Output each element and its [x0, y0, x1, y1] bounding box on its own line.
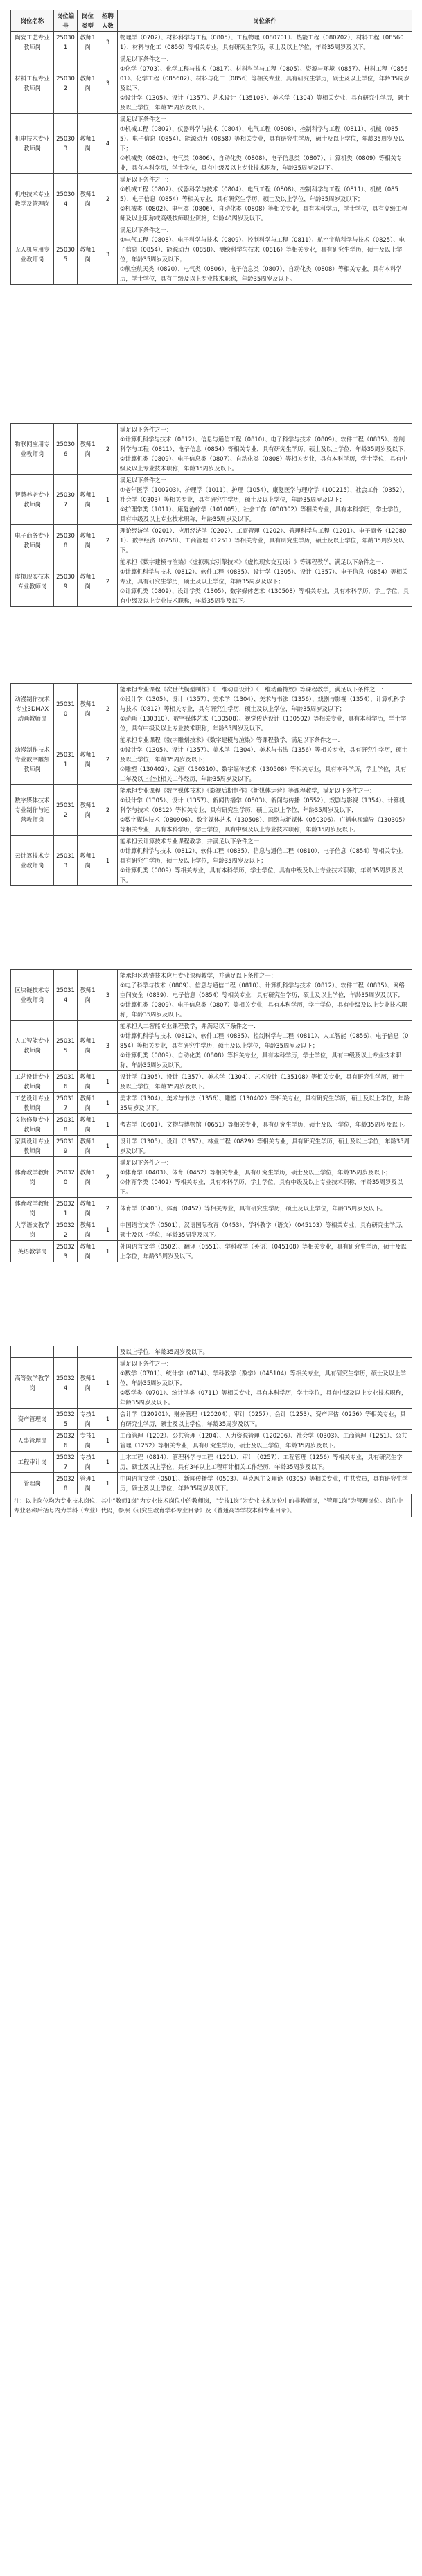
table-row [11, 1219, 412, 1241]
table-row [11, 836, 412, 886]
table-row [11, 1430, 412, 1452]
condition-line: ①计算机科学与技术（0812）、软件工程（0835）、信息与通信工程（0810）、电子信息（0854）等相关专业，具有研究生学历，硕士及以上学位，年龄35周岁及以下； [120, 847, 408, 864]
table-row [11, 1136, 412, 1157]
post-conditions-cell [118, 1241, 412, 1262]
post-category-cell: 教师1岗 [78, 1358, 98, 1409]
post-name-cell: 虚拟现实技术专业教师岗 [11, 556, 54, 607]
post-count-cell: 3 [98, 1021, 118, 1071]
post-category-cell: 教师1岗 [78, 1093, 98, 1114]
post-code-cell: 250319 [54, 1136, 78, 1157]
post-code-cell: 250313 [54, 836, 78, 886]
post-count-cell: 1 [98, 1409, 118, 1430]
post-count-cell: 1 [98, 1071, 118, 1093]
post-code-cell: 250314 [54, 970, 78, 1021]
post-conditions-cell [118, 785, 412, 836]
condition-line: 满足以下条件之一： [120, 1360, 173, 1367]
post-count-cell: 1 [98, 1430, 118, 1452]
post-name-cell: 高等数学教学岗 [11, 1358, 54, 1409]
post-category-cell: 教师1岗 [78, 32, 98, 53]
post-category-cell: 教师1岗 [78, 1136, 98, 1157]
condition-line: 外国语言文学（0502）、翻译（0551）、学科教学（英语）（045108）等相关专业，具有研究生学历，硕士及以上学位，年龄35周岁及以下。 [120, 1243, 407, 1260]
table-row [11, 556, 412, 607]
condition-line: 满足以下条件之一： [120, 1159, 173, 1166]
post-count-cell: 2 [98, 556, 118, 607]
condition-line: ②计算机类（0809）、电子信息类（0807）、自动化类（0808）等相关专业，具有本科学历，学士学位，具有中级及以上专业技术职称，年龄35周岁及以下。 [120, 455, 407, 472]
post-count-cell: 1 [98, 1241, 118, 1262]
post-name-cell: 管理岗 [11, 1473, 54, 1494]
post-code-cell: 250302 [54, 53, 78, 114]
post-category-cell: 教师1岗 [78, 1021, 98, 1071]
table-row [11, 1093, 412, 1114]
table-row [11, 1358, 412, 1409]
condition-line: ②雕塑（130402）、动画（130310）、数字媒体艺术（130508）等相关专业，具有本科学历，学士学位，具有二年及以上企业相关工作经历，年龄35周岁及以下。 [120, 766, 407, 782]
condition-line: ②航空航天类（0820）、电气类（0806）、电子信息类（0807）、自动化类（0808）等相关专业，具有本科学历，学士学位，具有中级及以上专业技术职称，年龄35周岁及以下。 [120, 265, 402, 282]
condition-line: 美术学（1304）、美术与书法（1356）、雕塑（130402）等相关专业，具有研究生学历，硕士及以上学位，年龄35周岁及以下。 [120, 1095, 410, 1111]
condition-line: ①体育学（0403）、体育（0452）等相关专业，具有研究生学历，硕士及以上学位，年龄35周岁及以下； [120, 1169, 392, 1176]
post-name-cell: 智慧养老专业教师岗 [11, 475, 54, 525]
table-row [11, 785, 412, 836]
post-category-cell: 教师1岗 [78, 734, 98, 785]
post-code-cell: 250305 [54, 224, 78, 285]
table-group-1 [10, 10, 412, 285]
post-conditions-cell [118, 1430, 412, 1452]
post-conditions-cell [118, 1071, 412, 1093]
spacer [0, 1262, 422, 1346]
post-code-cell: 250318 [54, 1114, 78, 1136]
table-row [11, 475, 412, 525]
post-count-cell: 3 [98, 224, 118, 285]
post-code-cell: 250316 [54, 1071, 78, 1093]
post-count-cell: 2 [98, 1157, 118, 1198]
post-category-cell: 管理1岗 [78, 1473, 98, 1494]
table-row [11, 1409, 412, 1430]
post-code-cell: 250317 [54, 1093, 78, 1114]
post-count-cell: 2 [98, 525, 118, 556]
condition-line: 满足以下条件之一： [120, 55, 173, 62]
post-count-cell: 1 [98, 1136, 118, 1157]
table-group-4 [10, 969, 412, 1262]
condition-line: ①设计学（1305）、设计（1357）、美术学（1304）、美术与书法（1356）等相关专业，具有研究生学历，硕士及以上学位，年龄35周岁及以下； [120, 746, 408, 763]
table-row [11, 684, 412, 734]
post-code-cell [54, 1346, 78, 1358]
post-category-cell: 专技1岗 [78, 1452, 98, 1473]
post-name-cell: 动漫制作技术专业数字雕刻教师岗 [11, 734, 54, 785]
post-category-cell: 教师1岗 [78, 1241, 98, 1262]
table-row [11, 424, 412, 475]
post-name-cell: 机电技术专业教学及管理岗 [11, 174, 54, 224]
post-name-cell: 陶瓷工艺专业教师岗 [11, 32, 54, 53]
post-count-cell: 2 [98, 684, 118, 734]
post-category-cell: 教师1岗 [78, 525, 98, 556]
post-conditions-cell [118, 556, 412, 607]
post-name-cell: 无人机应用专业教师岗 [11, 224, 54, 285]
table-row [11, 1071, 412, 1093]
condition-line: ①计算机科学与技术（0812）、软件工程（0835）、设计学（1305）、设计（1357）、电子信息（0854）等相关专业，具有研究生学历，硕士及以上学位，年龄35周岁及以下； [120, 568, 408, 585]
post-conditions-cell [118, 53, 412, 114]
post-code-cell: 250325 [54, 1409, 78, 1430]
condition-line: ①化学（0703）、化学工程与技术（0817）、材料科学与工程（0805）、资源与环境（0857）、材料工程（085601）、化学工程（085602）、材料与化工（0856）等相关专业，具有研究生学历，硕士及以上学位，年龄35周岁及以下； [120, 65, 410, 91]
post-conditions-cell [118, 525, 412, 556]
condition-line: 能承担专业课程《数字雕刻技术》《数字建模与渲染》等课程教学，满足以下条件之一： [120, 736, 344, 743]
table-row [11, 1473, 412, 1494]
condition-line: ②数学类（0701）、统计学类（0711）等相关专业，具有本科学历，学士学位，具有中级及以上专业技术职称，年龄35周岁及以下。 [120, 1389, 407, 1406]
header-category: 岗位类型 [78, 10, 98, 32]
condition-line: 中国语言文学（0501）、汉语国际教育（0453）、学科教学（语文）（045103）等相关专业，具有研究生学历，硕士及以上学位，年龄35周岁及以下。 [120, 1221, 407, 1238]
post-name-cell: 大学语文教学岗 [11, 1219, 54, 1241]
post-code-cell: 250323 [54, 1241, 78, 1262]
condition-line: 能承担区块链技术应用专业课程教学，并满足以下条件之一： [120, 972, 277, 979]
post-name-cell: 材料工程专业教师岗 [11, 53, 54, 114]
post-name-cell: 家具设计专业教师岗 [11, 1136, 54, 1157]
condition-line: ②数字媒体技术（080906）、数字媒体艺术（130508）、网络与新媒体（050306）、广播电视编导（130305）等相关专业，具有本科学历，学士学位，具有中级及以上专业技术职称，年龄35周岁及以下。 [120, 816, 408, 833]
post-code-cell: 250308 [54, 525, 78, 556]
footnote: 注：以上岗位均为专业技术岗位，其中“教师1岗”为专业技术岗位中的教师岗，“专技1岗”为专业技术岗位中的非教师岗，“管理1岗”为管理岗位。岗位中专业名称后括号内为学科（专业）代码，参照《研究生教育学科专业目录》及《普通高等学校本科专业目录》。 [10, 1494, 412, 1517]
post-name-cell: 物联网应用专业教师岗 [11, 424, 54, 475]
post-code-cell: 250304 [54, 174, 78, 224]
post-count-cell: 1 [98, 1473, 118, 1494]
post-name-cell: 云计算技术专业教师岗 [11, 836, 54, 886]
post-count-cell: 1 [98, 836, 118, 886]
post-name-cell: 英语教学岗 [11, 1241, 54, 1262]
table-row [11, 1114, 412, 1136]
condition-line: ②护理学类（1011）、康复治疗学（101005）、社会工作（030302）等相关专业，具有本科学历，学士学位，具有中级及以上专业技术职称，年龄35周岁及以下。 [120, 506, 405, 522]
post-conditions-cell [118, 970, 412, 1021]
post-count-cell: 3 [98, 970, 118, 1021]
header-name: 岗位名称 [11, 10, 54, 32]
condition-line: 满足以下条件之一： [120, 477, 173, 484]
post-code-cell: 250321 [54, 1198, 78, 1219]
post-name-cell: 体育教学教师岗 [11, 1198, 54, 1219]
post-conditions-cell [118, 114, 412, 174]
post-conditions-cell [118, 1346, 412, 1358]
post-category-cell: 教师1岗 [78, 1071, 98, 1093]
condition-line: ①老年医学（100203）、护理学（1011）、护理（1054）、康复医学与理疗学（100215）、社会工作（0352）、社会学（0303）等相关专业，具有研究生学历，硕士及以上学位，年龄35周岁及以下； [120, 486, 408, 503]
condition-line: ①电子科学与技术（0809）、信息与通信工程（0810）、计算机科学与技术（0812）、软件工程（0835）、网络空间安全（0839）、电子信息（0854）等相关专业，具有研究生学历，硕士及以上学位，年龄35周岁及以下； [120, 982, 405, 998]
post-category-cell: 教师1岗 [78, 1114, 98, 1136]
post-conditions-cell [118, 475, 412, 525]
post-category-cell: 教师1岗 [78, 785, 98, 836]
post-count-cell [98, 1346, 118, 1358]
post-code-cell: 250311 [54, 734, 78, 785]
post-count-cell: 1 [98, 1093, 118, 1114]
post-conditions-cell [118, 1358, 412, 1409]
post-name-cell: 人工智能专业教师岗 [11, 1021, 54, 1071]
table-row [11, 1198, 412, 1219]
table-row [11, 1452, 412, 1473]
post-name-cell: 机电技术专业教师岗 [11, 114, 54, 174]
condition-line: ①设计学（1305）、设计（1357）、美术学（1304）、美术与书法（1356）、戏剧与影视（1354）、计算机科学与技术（0812）等相关专业，具有研究生学历，硕士及以上学位，年龄35周岁及以下； [120, 696, 405, 712]
post-conditions-cell [118, 32, 412, 53]
table-row [11, 32, 412, 53]
post-code-cell: 250306 [54, 424, 78, 475]
post-code-cell: 250312 [54, 785, 78, 836]
table-row [11, 1157, 412, 1198]
post-conditions-cell [118, 1114, 412, 1136]
post-name-cell: 数字媒体技术专业制作与运营教师岗 [11, 785, 54, 836]
post-conditions-cell [118, 174, 412, 224]
post-name-cell: 人事管理岗 [11, 1430, 54, 1452]
header-conditions: 岗位条件 [118, 10, 412, 32]
post-conditions-cell [118, 1136, 412, 1157]
condition-line: 满足以下条件之一： [120, 426, 173, 433]
post-name-cell: 工艺设计专业教师岗 [11, 1093, 54, 1114]
post-conditions-cell [118, 1409, 412, 1430]
table-row [11, 1021, 412, 1071]
post-conditions-cell [118, 734, 412, 785]
condition-line: ①机械工程（0802）、仪器科学与技术（0804）、电气工程（0808）、控制科学与工程（0811）、机械（0855）、电子信息（0854）、能源动力（0858）等相关专业，具有研究生学历，硕士及以上学位，年龄35周岁及以下； [120, 125, 405, 152]
table-group-5 [10, 1346, 412, 1494]
post-category-cell: 教师1岗 [78, 556, 98, 607]
condition-line: 体育学（0403）、体育（0452）等相关专业，具有研究生学历，硕士及以上学位，年龄35周岁及以下。 [120, 1205, 387, 1212]
post-category-cell: 教师1岗 [78, 1219, 98, 1241]
condition-line: ②设计学（1305）、设计（1357）、艺术设计（135108）、美术学（1304）等相关专业，具有研究生学历，硕士及以上学位，年龄35周岁及以下。 [120, 94, 410, 111]
condition-line: ②动画（130310）、数字媒体艺术（130508）、视觉传达设计（130502）等相关专业，具有本科学历，学士学位，具有中级及以上专业技术职称，年龄35周岁及以下。 [120, 715, 407, 732]
condition-line: ①电气工程（0808）、电子科学与技术（0809）、控制科学与工程（0811）、航空宇航科学与技术（0825）、电子信息（0854）、能源动力（0858）、测绘科学与技术（0816）等相关专业，具有研究生学历，硕士及以上学位，年龄35周岁及以下； [120, 236, 405, 263]
post-category-cell: 教师1岗 [78, 1198, 98, 1219]
post-name-cell: 文物修复专业教师岗 [11, 1114, 54, 1136]
table-row [11, 114, 412, 174]
condition-line: ②计算机类（0809）、设计学类（1305）、数字媒体艺术（130508）等相关专业，具有本科学历，学士学位，具有中级及以上专业技术职称，年龄35周岁及以下。 [120, 588, 410, 604]
table-row [11, 224, 412, 285]
table-row [11, 174, 412, 224]
table-row [11, 1241, 412, 1262]
post-category-cell: 教师1岗 [78, 424, 98, 475]
post-name-cell: 区块链技术专业教师岗 [11, 970, 54, 1021]
post-count-cell: 1 [98, 475, 118, 525]
post-category-cell: 教师1岗 [78, 684, 98, 734]
post-name-cell: 资产管理岗 [11, 1409, 54, 1430]
post-category-cell: 教师1岗 [78, 114, 98, 174]
post-count-cell: 2 [98, 734, 118, 785]
header-count: 招聘人数 [98, 10, 118, 32]
table-group-3 [10, 683, 412, 886]
condition-line: 理论经济学（0201）、应用经济学（0202）、工商管理（1202）、管理科学与工程（1201）、电子商务（120801）、数字经济（0258）、工商管理（1251）等相关专业，具有研究生学历，硕士及以上学位，年龄35周岁及以下。 [120, 527, 407, 554]
condition-line: 中国语言文学（0501）、新闻传播学（0503）、马克思主义理论（0305）等相关专业，中共党员，具有研究生学历，硕士及以上学位，年龄35周岁及以下。 [120, 1475, 408, 1492]
condition-line: 会计学（120201）、财务管理（120204）、审计（0257）、会计（1253）、资产评估（0256）等相关专业，具有研究生学历，硕士及以上学位，年龄35周岁及以下。 [120, 1411, 406, 1427]
post-category-cell: 教师1岗 [78, 836, 98, 886]
spacer [0, 285, 422, 423]
post-conditions-cell [118, 1021, 412, 1071]
post-name-cell: 动漫制作技术专业3DMAX动画教师岗 [11, 684, 54, 734]
post-category-cell: 教师1岗 [78, 174, 98, 224]
post-count-cell: 1 [98, 1452, 118, 1473]
condition-line: 满足以下条件之一： [120, 176, 173, 183]
condition-line: 能承担《数字建模与渲染》《虚拟现实引擎技术》《虚拟现实交互设计》等课程教学，满足以下条件之一： [120, 558, 387, 565]
table-row [11, 734, 412, 785]
condition-line: 满足以下条件之一： [120, 116, 173, 123]
table-row [11, 970, 412, 1021]
post-code-cell: 250322 [54, 1219, 78, 1241]
post-conditions-cell [118, 1093, 412, 1114]
post-conditions-cell [118, 224, 412, 285]
condition-line: ①机械工程（0802）、仪器科学与技术（0804）、电气工程（0808）、控制科学与工程（0811）、机械（0855）、电子信息（0854）等相关专业，具有研究生学历，硕士及以上学位，年龄35周岁及以下； [120, 186, 398, 202]
post-conditions-cell [118, 1219, 412, 1241]
post-code-cell: 250326 [54, 1430, 78, 1452]
table-row [11, 1346, 412, 1358]
post-name-cell [11, 1346, 54, 1358]
header-code: 岗位编号 [54, 10, 78, 32]
table-row [11, 525, 412, 556]
condition-line: ②计算机类（0809）、电子信息类（0807）等相关专业，具有本科学历，学士学位，具有中级及以上专业技术职称，年龄35周岁及以下。 [120, 1001, 407, 1018]
post-category-cell: 教师1岗 [78, 53, 98, 114]
condition-line: ①设计学（1305）、设计（1357）、新闻传播学（0503）、新闻与传播（0552）、戏剧与影视（1354）、计算机科学与技术（0812）等相关专业，具有研究生学历，硕士及以上学位，年龄35周岁及以下； [120, 797, 405, 813]
post-code-cell: 250309 [54, 556, 78, 607]
condition-line: 设计学（1305）、设计（1357）、美术学（1304）、艺术设计（135108）等相关专业，具有研究生学历，硕士及以上学位，年龄35周岁及以下。 [120, 1073, 404, 1090]
condition-line: 物理学（0702）、材料科学与工程（0805）、工程物理（080701）、热能工程（080702）、材料工程（085601）、材料与化工（0856）等相关专业，具有研究生学历，硕士及以上学位，年龄35周岁及以下。 [120, 34, 404, 51]
condition-line: 考古学（0601）、文物与博物馆（0651）等相关专业，具有研究生学历，硕士及以上学位，年龄35周岁及以下。 [120, 1121, 410, 1128]
post-code-cell: 250324 [54, 1358, 78, 1409]
post-count-cell: 1 [98, 1114, 118, 1136]
condition-line: 能承担云计算技术专业课程教学，并满足以下条件之一： [120, 838, 265, 845]
post-conditions-cell [118, 836, 412, 886]
condition-line: 及以上学位，年龄35周岁及以下。 [120, 1348, 209, 1355]
post-category-cell: 教师1岗 [78, 224, 98, 285]
post-count-cell: 4 [98, 114, 118, 174]
post-category-cell: 教师1岗 [78, 1157, 98, 1198]
post-category-cell: 专技1岗 [78, 1430, 98, 1452]
spacer [0, 607, 422, 683]
post-category-cell: 教师1岗 [78, 970, 98, 1021]
post-count-cell: 3 [98, 32, 118, 53]
post-conditions-cell [118, 1452, 412, 1473]
post-category-cell: 教师1岗 [78, 475, 98, 525]
post-conditions-cell [118, 1157, 412, 1198]
spacer [0, 886, 422, 969]
condition-line: 满足以下条件之一： [120, 227, 173, 233]
post-count-cell: 1 [98, 1219, 118, 1241]
table-group-2 [10, 423, 412, 607]
condition-line: 能承担专业课程《次世代模型制作》《三维动画设计》《三维动画特效》等课程教学，满足以下条件之一： [120, 686, 387, 693]
post-count-cell: 2 [98, 785, 118, 836]
table-header-row [11, 10, 412, 32]
condition-line: 土木工程（0814）、管理科学与工程（1201）、审计（0257）、工程管理（1256）等相关专业，具有研究生学历，硕士及以上学位，具有3年以上工程审计相关工作经历，年龄35周岁及以下。 [120, 1454, 403, 1470]
post-count-cell: 1 [98, 1358, 118, 1409]
post-category-cell [78, 1346, 98, 1358]
condition-line: 工商管理（1202）、公共管理（1204）、人力资源管理（120206）、社会学（0303）、工商管理（1251）、公共管理（1252）等相关专业，具有研究生学历，硕士及以上学位，年龄35周岁及以下。 [120, 1432, 407, 1449]
post-conditions-cell [118, 1198, 412, 1219]
condition-line: ①数学（0701）、统计学（0714）、学科教学（数学）（045104）等相关专业，具有研究生学历，硕士及以上学位，年龄35周岁及以下； [120, 1370, 406, 1386]
post-code-cell: 250315 [54, 1021, 78, 1071]
post-code-cell: 250327 [54, 1452, 78, 1473]
post-code-cell: 250310 [54, 684, 78, 734]
condition-line: 能承担专业课程《数字媒体技术》《影视后期制作》《新媒体运营》等课程教学，满足以下条件之一： [120, 787, 376, 794]
condition-line: ①计算机科学与技术（0812）、软件工程（0835）、控制科学与工程（0811）、人工智能（0856）、电子信息（0854）等相关专业，具有研究生学历，硕士及以上学位，年龄35周岁及以下； [120, 1032, 409, 1049]
post-conditions-cell [118, 424, 412, 475]
condition-line: ②机械类（0802）、电气类（0806）、自动化类（0808）等相关专业，具有本科学历，学士学位，具有高级工程师及以上职称或高级技师职业资格，年龄40周岁及以下。 [120, 205, 407, 222]
post-name-cell: 工艺设计专业教师岗 [11, 1071, 54, 1093]
post-code-cell: 250328 [54, 1473, 78, 1494]
table-row [11, 53, 412, 114]
condition-line: ②体育学类（0402）等相关专业，具有本科学历，学士学位，具有中级及以上专业技术职称，年龄35周岁及以下。 [120, 1179, 403, 1195]
condition-line: ①计算机科学与技术（0812）、信息与通信工程（0810）、电子科学与技术（0809）、软件工程（0835）、控制科学与工程（0811）、电子信息（0854）等相关专业，具有研究生学历，硕士及以上学位，年龄35周岁及以下； [120, 436, 410, 452]
condition-line: ②机械类（0802）、电气类（0806）、自动化类（0808）、电子信息类（0807）、计算机类（0809）等相关专业，具有本科学历，学士学位，具有中级及以上专业技术职称，年龄35周岁及以下。 [120, 155, 403, 171]
condition-line: 能承担人工智能专业课程教学，并满足以下条件之一： [120, 1023, 259, 1030]
post-code-cell: 250303 [54, 114, 78, 174]
condition-line: ②计算机类（0809）等相关专业，具有本科学历，学士学位，具有中级及以上专业技术职称，年龄35周岁及以下。 [120, 867, 403, 883]
post-conditions-cell [118, 1473, 412, 1494]
post-count-cell: 2 [98, 424, 118, 475]
post-count-cell: 3 [98, 53, 118, 114]
condition-line: 设计学（1305）、设计（1357）、林业工程（0829）等相关专业，具有研究生学历，硕士及以上学位，年龄35周岁及以下。 [120, 1138, 410, 1154]
post-name-cell: 电子商务专业教师岗 [11, 525, 54, 556]
post-code-cell: 250307 [54, 475, 78, 525]
post-conditions-cell [118, 684, 412, 734]
post-code-cell: 250320 [54, 1157, 78, 1198]
post-name-cell: 工程审计岗 [11, 1452, 54, 1473]
post-count-cell: 2 [98, 1198, 118, 1219]
post-count-cell: 2 [98, 174, 118, 224]
post-name-cell: 体育教学教师岗 [11, 1157, 54, 1198]
post-code-cell: 250301 [54, 32, 78, 53]
condition-line: ②计算机类（0809）、自动化类（0808）等相关专业，具有本科学历，学士学位，具有中级及以上专业技术职称，年龄35周岁及以下。 [120, 1052, 402, 1068]
post-category-cell: 专技1岗 [78, 1409, 98, 1430]
